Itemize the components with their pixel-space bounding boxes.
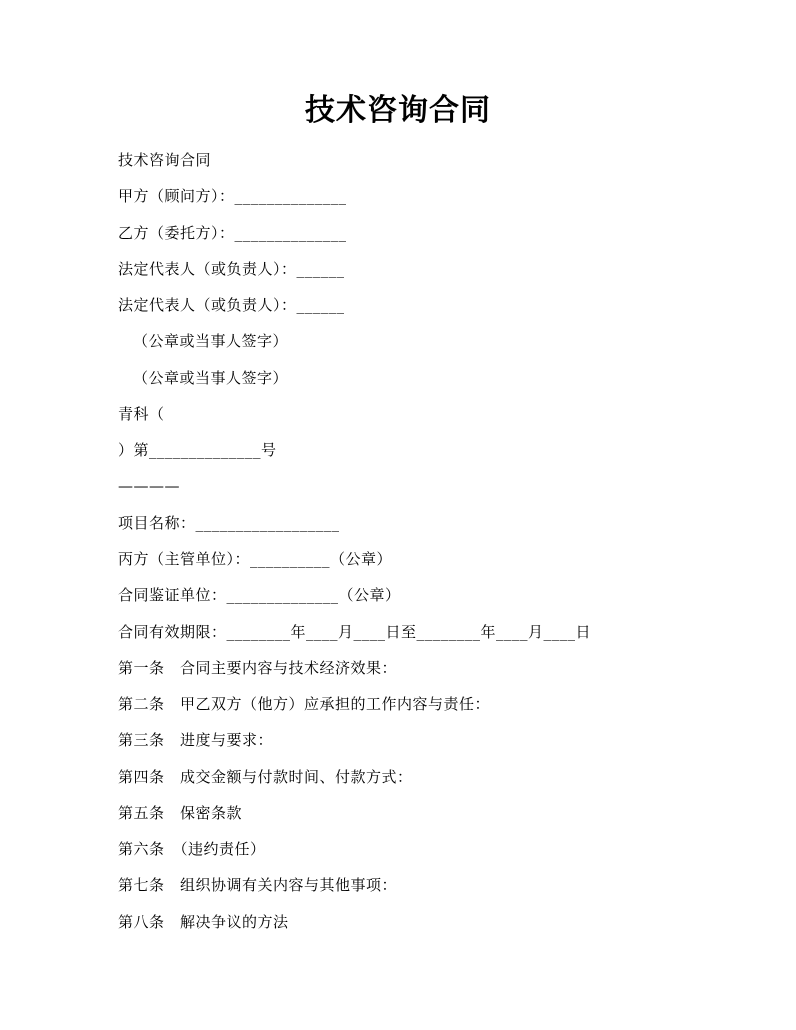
subtitle-line: 技术咨询合同 [118,151,212,169]
party-a-line: 甲方（顾问方）：______________ [118,187,347,205]
contract-prefix-line: 青科（ [118,405,165,423]
legal-rep-line-2: 法定代表人（或负责人）：______ [118,296,345,314]
project-name-line: 项目名称：__________________ [118,514,340,532]
contract-number-line: ）第______________号 [118,441,277,459]
legal-rep-line-1: 法定代表人（或负责人）：______ [118,260,345,278]
document-title: 技术咨询合同 [305,93,491,128]
article-3: 第三条 进度与要求： [118,731,274,749]
seal-line-2: （公章或当事人签字） [133,369,289,387]
article-7: 第七条 组织协调有关内容与其他事项： [118,876,398,894]
party-c-line: 丙方（主管单位）：__________（公章） [118,550,393,568]
article-4: 第四条 成交金额与付款时间、付款方式： [118,768,413,786]
article-6: 第六条 （违约责任） [118,840,266,858]
validity-period-line: 合同有效期限：________年____月____日至________年____月____日 [118,623,592,641]
seal-line-1: （公章或当事人签字） [133,332,289,350]
article-8: 第八条 解决争议的方法 [118,913,289,931]
article-1: 第一条 合同主要内容与技术经济效果： [118,659,398,677]
separator-line: ———— [118,477,180,495]
party-b-line: 乙方（委托方）：______________ [118,224,347,242]
article-5: 第五条 保密条款 [118,804,243,822]
attestation-unit-line: 合同鉴证单位：______________（公章） [118,586,401,604]
article-2: 第二条 甲乙双方（他方）应承担的工作内容与责任： [118,695,491,713]
